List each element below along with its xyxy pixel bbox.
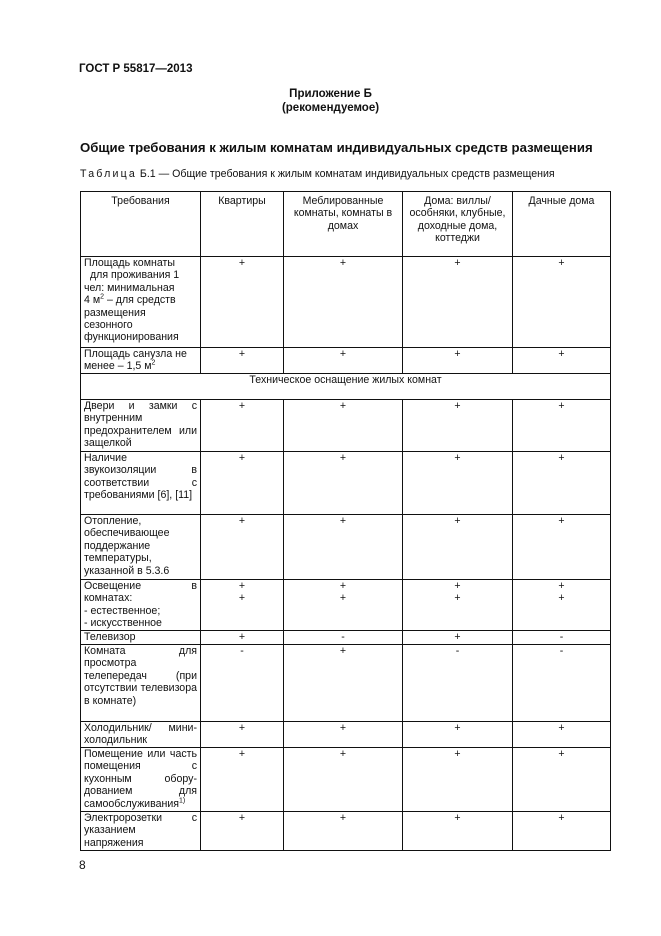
requirement-cell: Электророзетки с указанием напряжения [81, 812, 201, 851]
value-cell: + [284, 452, 403, 515]
value-cell: + + [513, 580, 611, 631]
value-cell: + [513, 400, 611, 452]
value-cell: + [201, 722, 284, 748]
requirement-subitem: - естественное; [84, 604, 161, 617]
value-cell: + [513, 748, 611, 812]
value-cell: + [513, 257, 611, 348]
value-cell: - [201, 645, 284, 722]
value-cell: + [513, 515, 611, 580]
value-cell: + [284, 748, 403, 812]
value-cell: + [201, 257, 284, 348]
column-header: Квартиры [201, 192, 284, 257]
superscript: 2 [151, 359, 156, 367]
requirement-cell [81, 348, 201, 374]
value-cell: + [284, 257, 403, 348]
table-row [81, 348, 611, 374]
table-row [81, 452, 611, 515]
requirement-line: Площадь комнаты [84, 257, 175, 269]
value-cell: + [201, 400, 284, 452]
table-row [81, 812, 611, 851]
table-row [81, 748, 611, 812]
value-cell: + [403, 400, 513, 452]
section-title: Общие требования к жилым комнатам индивидуальных средств размещения [80, 140, 593, 155]
table-caption [80, 168, 555, 180]
value-cell: + [513, 722, 611, 748]
value-cell: + [403, 515, 513, 580]
value-cell: + [284, 515, 403, 580]
value-cell: - [403, 645, 513, 722]
requirement-cell: Холодильник/ мини-холодильник [81, 722, 201, 748]
section-row [81, 374, 611, 400]
value-cell: + [403, 348, 513, 374]
requirement-line: функционирования [84, 331, 179, 344]
value-cell: + [284, 645, 403, 722]
requirement-line: размещения [84, 306, 146, 319]
requirement-cell [81, 580, 201, 631]
requirement-line: Площадь санузла не [84, 348, 187, 360]
requirements-table [80, 191, 611, 851]
requirement-cell: Отопление, обеспечивающее поддержание температуры, указанной в 5.3.6 [81, 515, 201, 580]
table-row [81, 580, 611, 631]
value-cell: - [284, 631, 403, 645]
value-cell: + [513, 452, 611, 515]
value-cell: + [284, 812, 403, 851]
value-cell: + [403, 812, 513, 851]
table-row [81, 515, 611, 580]
value-cell: + [284, 348, 403, 374]
value-cell: + [403, 631, 513, 645]
requirement-subitem: - искусственное [84, 617, 162, 630]
superscript: 2 [100, 293, 105, 301]
column-header: Меблированные комнаты, комнаты в домах [284, 192, 403, 257]
value-cell: - [513, 645, 611, 722]
value-cell: + + [201, 580, 284, 631]
requirement-cell: Двери и замки с внутренним предохранителем или защелкой [81, 400, 201, 452]
table-row [81, 631, 611, 645]
table-row [81, 400, 611, 452]
requirement-cell: Помещение или часть помещения с кухонным обору-дованием для самообслуживания$^{1)}$ [81, 748, 201, 812]
section-heading: Техническое оснащение жилых комнат [81, 374, 611, 400]
value-cell: + [513, 348, 611, 374]
appendix-status: (рекомендуемое) [281, 102, 380, 114]
value-cell: + [403, 452, 513, 515]
table-caption-prefix: Таблица [80, 168, 137, 180]
requirement-line: сезонного [84, 319, 133, 332]
requirement-cell: Телевизор [81, 631, 201, 645]
table-row [81, 645, 611, 722]
value-cell: + + [403, 580, 513, 631]
requirement-line: 4 $м^2$ – для средств [84, 293, 176, 307]
value-cell: + [403, 748, 513, 812]
table-header-row [81, 192, 611, 257]
requirement-cell: Комната для просмотра телепередач (при отсутствии телевизора в комнате) [81, 645, 201, 722]
value-cell: + [201, 348, 284, 374]
value-cell: + [201, 812, 284, 851]
requirement-line: чел: минимальная [84, 281, 175, 294]
column-header: Дачные дома [513, 192, 611, 257]
footnote-marker: 1) [179, 797, 186, 805]
appendix-title: Приложение Б [289, 88, 372, 100]
value-cell: + [403, 257, 513, 348]
requirement-cell: Наличие звукоизоляции в соответствии с требованиями [6], [11] [81, 452, 201, 515]
value-cell: + [201, 452, 284, 515]
value-cell: - [513, 631, 611, 645]
column-header: Требования [81, 192, 201, 257]
value-cell: + [201, 748, 284, 812]
value-cell: + [403, 722, 513, 748]
requirement-line: менее – 1,5 $м^2$ [84, 359, 156, 373]
page-number: 8 [79, 858, 86, 872]
table-row [81, 722, 611, 748]
requirement-cell [81, 257, 201, 348]
document-code: ГОСТ Р 55817—2013 [79, 63, 193, 75]
requirement-line: для проживания 1 [90, 269, 180, 282]
value-cell: + + [284, 580, 403, 631]
value-cell: + [284, 722, 403, 748]
value-cell: + [284, 400, 403, 452]
table-caption-text: Б.1 — Общие требования к жилым комнатам индивидуальных средств размещения [136, 168, 555, 180]
value-cell: + [201, 631, 284, 645]
value-cell: + [201, 515, 284, 580]
column-header: Дома: виллы/особняки, клубные, доходные дома, коттеджи [403, 192, 513, 257]
value-cell: + [513, 812, 611, 851]
requirement-line: Освещение в комнатах: [84, 580, 197, 605]
table-row [81, 257, 611, 348]
